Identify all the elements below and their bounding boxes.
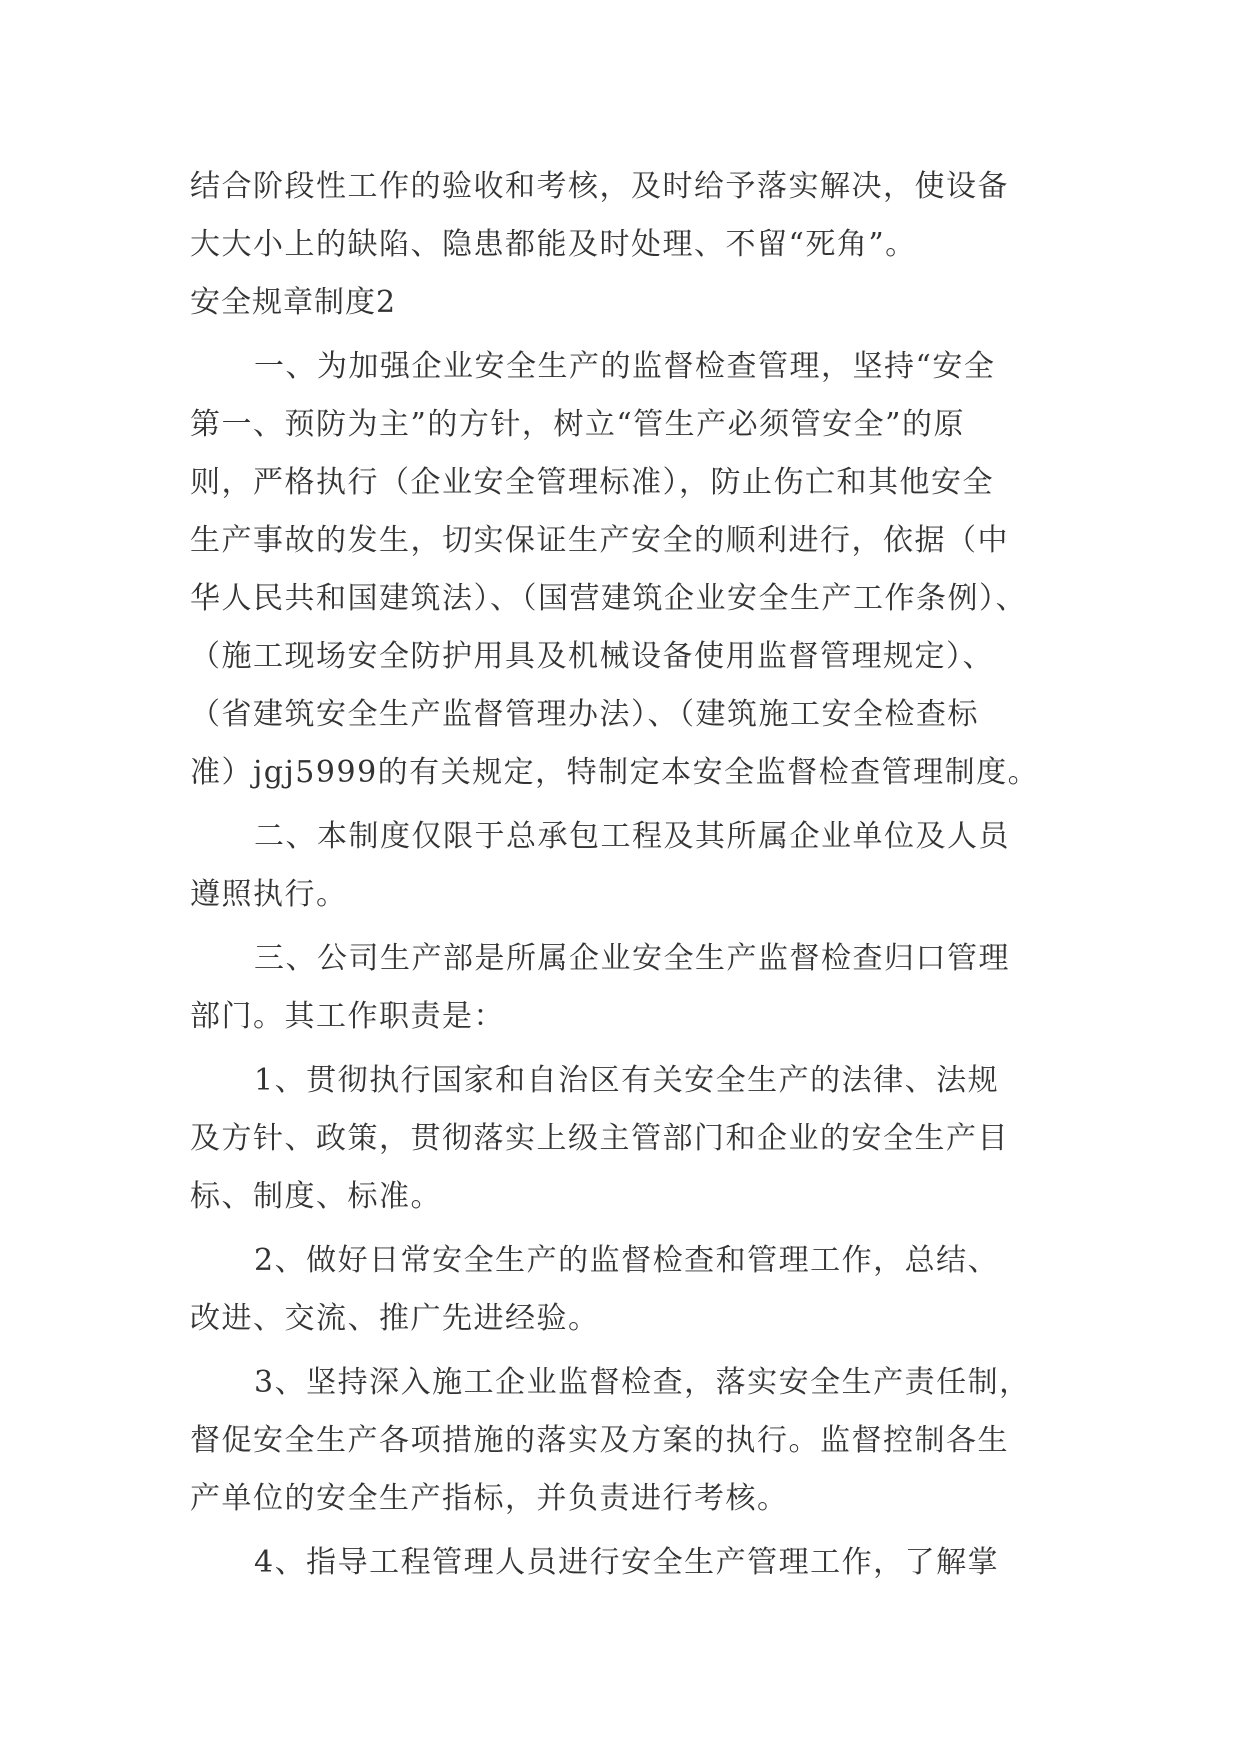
section-heading: 安全规章制度2	[190, 285, 397, 320]
text-line: 第一、预防为主”的方针，树立“管生产必须管安全”的原	[190, 407, 966, 442]
text-line: （省建筑安全生产监督管理办法）、（建筑施工安全检查标	[190, 697, 979, 732]
text-line: 生产事故的发生，切实保证生产安全的顺利进行，依据（中	[190, 523, 1009, 558]
text-line: 准）jgj5999的有关规定，特制定本安全监督检查管理制度。	[190, 755, 1040, 790]
text-line: 结合阶段性工作的验收和考核，及时给予落实解决，使设备	[190, 169, 1009, 204]
paragraph-start: 二、本制度仅限于总承包工程及其所属企业单位及人员	[254, 819, 1010, 854]
text-line: 部门。其工作职责是：	[190, 999, 505, 1034]
text-line: 标、制度、标准。	[190, 1179, 442, 1214]
paragraph-start: 三、公司生产部是所属企业安全生产监督检查归口管理	[254, 941, 1010, 976]
paragraph-start: 2、做好日常安全生产的监督检查和管理工作，总结、	[254, 1243, 1000, 1278]
text-line: 遵照执行。	[190, 877, 348, 912]
text-line: 督促安全生产各项措施的落实及方案的执行。监督控制各生	[190, 1423, 1009, 1458]
paragraph-start: 3、坚持深入施工企业监督检查，落实安全生产责任制，	[254, 1365, 1031, 1400]
text-line: 大大小上的缺陷、隐患都能及时处理、不留“死角”。	[190, 227, 917, 262]
text-line: 改进、交流、推广先进经验。	[190, 1301, 600, 1336]
paragraph-start: 一、为加强企业安全生产的监督检查管理，坚持“安全	[254, 349, 996, 384]
document-body	[190, 158, 1050, 1592]
text-line: 华人民共和国建筑法）、（国营建筑企业安全生产工作条例）、	[190, 581, 1027, 616]
text-line: 则，严格执行（企业安全管理标准），防止伤亡和其他安全	[190, 465, 994, 500]
paragraph-start: 4、指导工程管理人员进行安全生产管理工作，了解掌	[254, 1545, 1000, 1580]
text-line: （施工现场安全防护用具及机械设备使用监督管理规定）、	[190, 639, 994, 674]
paragraph-start: 1、贯彻执行国家和自治区有关安全生产的法律、法规	[254, 1063, 1000, 1098]
text-line: 及方针、政策，贯彻落实上级主管部门和企业的安全生产目	[190, 1121, 1009, 1156]
text-line: 产单位的安全生产指标，并负责进行考核。	[190, 1481, 789, 1516]
